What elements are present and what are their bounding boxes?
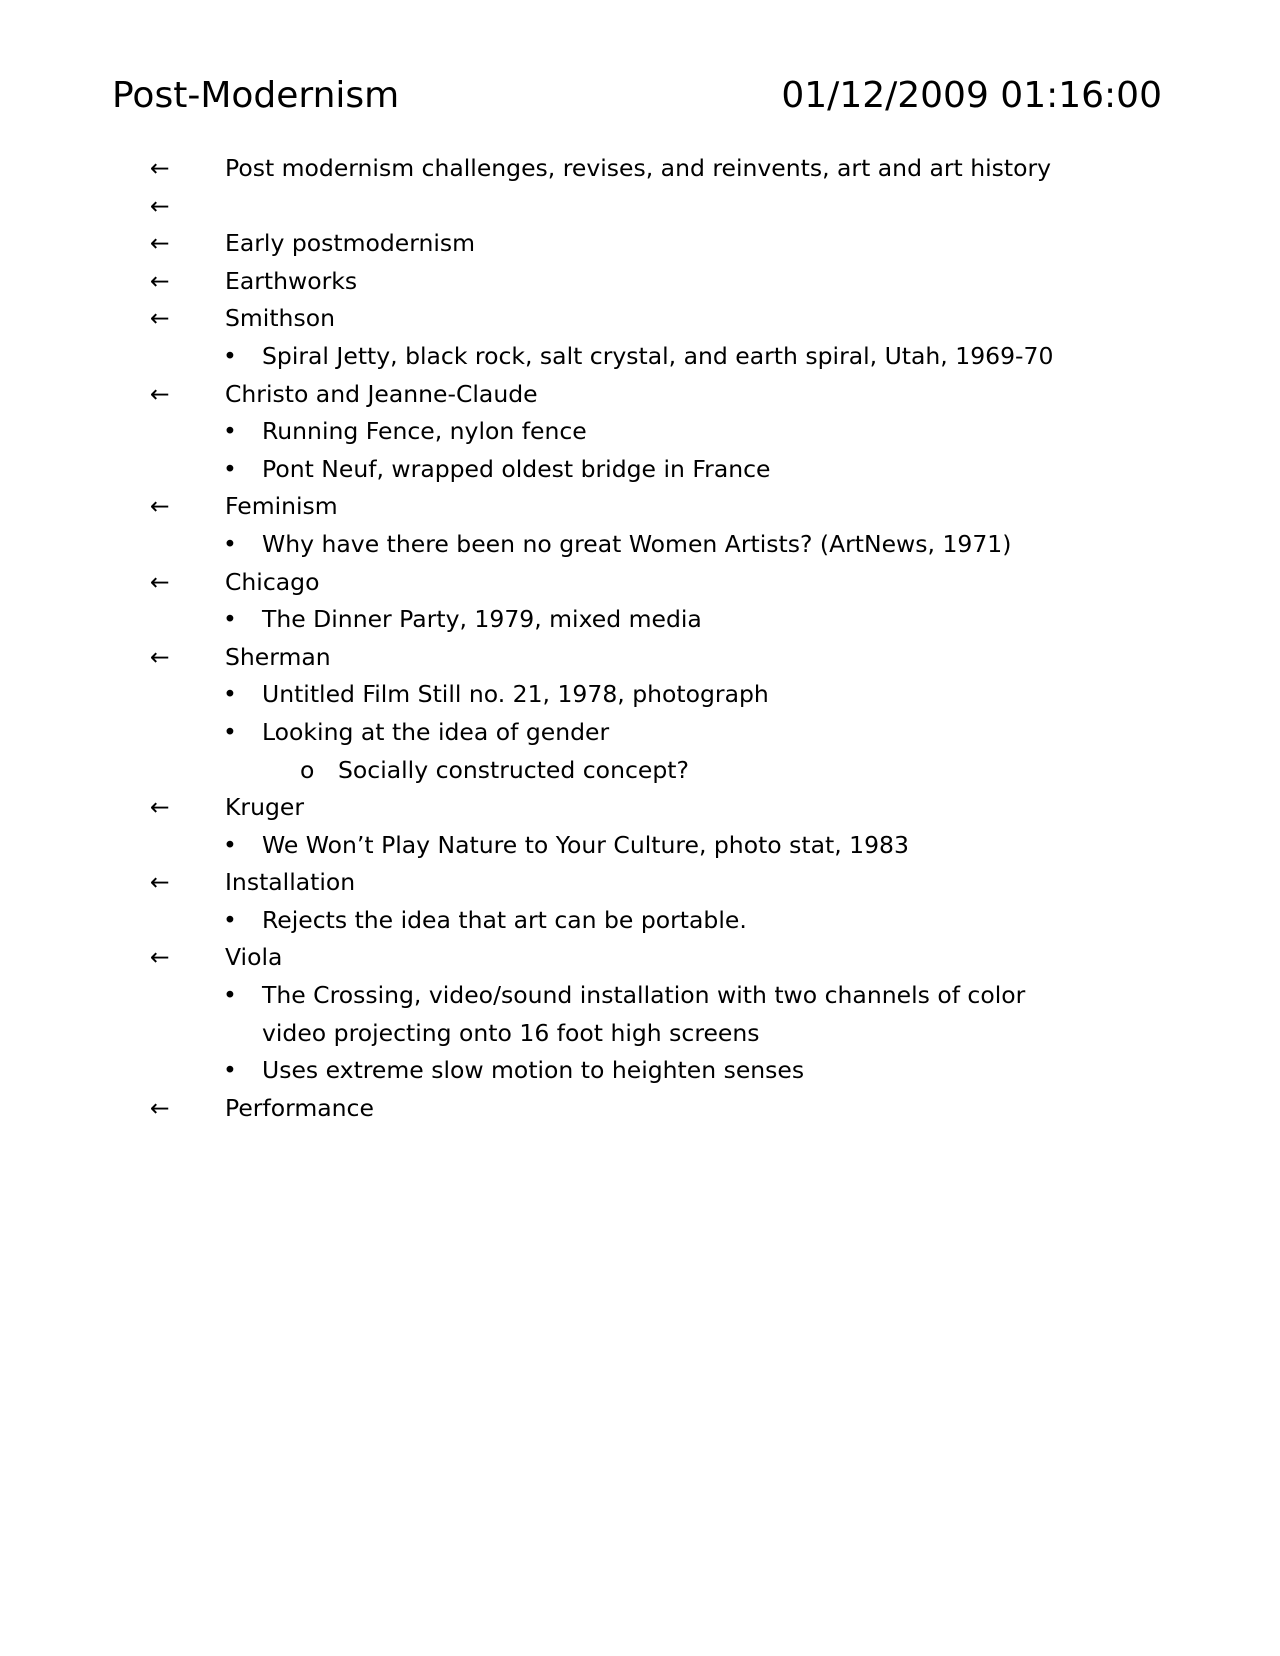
list-subitem-text: Why have there been no great Women Artists? (ArtNews, 1971) xyxy=(262,529,1012,558)
list-item xyxy=(0,864,1280,902)
list-item-text: Kruger xyxy=(225,793,305,822)
arrow-left-icon: ← xyxy=(150,379,170,408)
list-item-text: Installation xyxy=(225,868,356,897)
list-item xyxy=(0,1090,1280,1128)
list-item-text: Earthworks xyxy=(225,266,358,295)
list-item xyxy=(0,939,1280,977)
arrow-left-icon: ← xyxy=(150,492,170,521)
list-subsubitem xyxy=(0,752,1280,790)
list-subitem xyxy=(0,827,1280,865)
list-item-text: Early postmodernism xyxy=(225,229,476,258)
bullet-icon: • xyxy=(223,341,237,370)
list-item xyxy=(0,376,1280,414)
list-item-text: Sherman xyxy=(225,642,331,671)
circle-bullet-icon: o xyxy=(300,755,315,784)
list-subitem xyxy=(0,714,1280,752)
list-subitem-text: Pont Neuf, wrapped oldest bridge in France xyxy=(262,454,771,483)
timestamp: 01/12/2009 01:16:00 xyxy=(781,75,1162,116)
list-subitem-text: Spiral Jetty, black rock, salt crystal, and earth spiral, Utah, 1969-70 xyxy=(262,341,1054,370)
list-item xyxy=(0,789,1280,827)
bullet-icon: • xyxy=(223,605,237,634)
list-item xyxy=(0,263,1280,301)
arrow-left-icon: ← xyxy=(150,1093,170,1122)
list-item-text: Viola xyxy=(225,943,283,972)
bullet-icon: • xyxy=(223,981,237,1010)
list-subsubitem-text: Socially constructed concept? xyxy=(338,755,689,784)
list-item-text: Feminism xyxy=(225,492,338,521)
list-item xyxy=(0,488,1280,526)
list-item xyxy=(0,150,1280,188)
bullet-icon: • xyxy=(223,717,237,746)
list-subitem-text: The Dinner Party, 1979, mixed media xyxy=(262,605,702,634)
arrow-left-icon: ← xyxy=(150,642,170,671)
list-subitem xyxy=(0,977,1280,1052)
arrow-left-icon: ← xyxy=(150,868,170,897)
page-title: Post-Modernism xyxy=(112,75,400,116)
bullet-icon: • xyxy=(223,417,237,446)
bullet-icon: • xyxy=(223,1056,237,1085)
arrow-left-icon: ← xyxy=(150,191,170,220)
bullet-icon: • xyxy=(223,905,237,934)
notes-outline xyxy=(0,150,1280,1127)
list-subitem xyxy=(0,338,1280,376)
bullet-icon: • xyxy=(223,830,237,859)
arrow-left-icon: ← xyxy=(150,943,170,972)
list-subitem xyxy=(0,526,1280,564)
list-subitem-text: Running Fence, nylon fence xyxy=(262,417,587,446)
list-subitem xyxy=(0,902,1280,940)
list-subitem xyxy=(0,676,1280,714)
list-subitem-text: Looking at the idea of gender xyxy=(262,717,610,746)
list-subitem-text: Rejects the idea that art can be portable. xyxy=(262,905,747,934)
list-item xyxy=(0,225,1280,263)
list-subitem-text: Untitled Film Still no. 21, 1978, photograph xyxy=(262,680,769,709)
list-subitem-text: We Won’t Play Nature to Your Culture, photo stat, 1983 xyxy=(262,830,909,859)
arrow-left-icon: ← xyxy=(150,793,170,822)
list-item-text: Smithson xyxy=(225,304,335,333)
arrow-left-icon: ← xyxy=(150,266,170,295)
list-item xyxy=(0,639,1280,677)
list-subitem-text: Uses extreme slow motion to heighten senses xyxy=(262,1056,805,1085)
list-item-text: Performance xyxy=(225,1093,374,1122)
list-subitem xyxy=(0,1052,1280,1090)
list-subitem xyxy=(0,601,1280,639)
list-item xyxy=(0,300,1280,338)
list-item-text: Post modernism challenges, revises, and reinvents, art and art history xyxy=(225,154,1052,182)
list-subitem-text: The Crossing, video/sound installation with two channels of color video projecting onto 16 foot high screens xyxy=(262,981,1026,1047)
list-item xyxy=(0,188,1280,226)
list-item xyxy=(0,564,1280,602)
bullet-icon: • xyxy=(223,454,237,483)
list-subitem xyxy=(0,451,1280,489)
bullet-icon: • xyxy=(223,680,237,709)
arrow-left-icon: ← xyxy=(150,304,170,333)
document-header xyxy=(112,72,1162,120)
arrow-left-icon: ← xyxy=(150,567,170,596)
list-subitem xyxy=(0,413,1280,451)
arrow-left-icon: ← xyxy=(150,229,170,258)
list-item-text: Christo and Jeanne-Claude xyxy=(225,379,538,408)
arrow-left-icon: ← xyxy=(150,154,170,182)
list-item-text: Chicago xyxy=(225,567,320,596)
bullet-icon: • xyxy=(223,529,237,558)
